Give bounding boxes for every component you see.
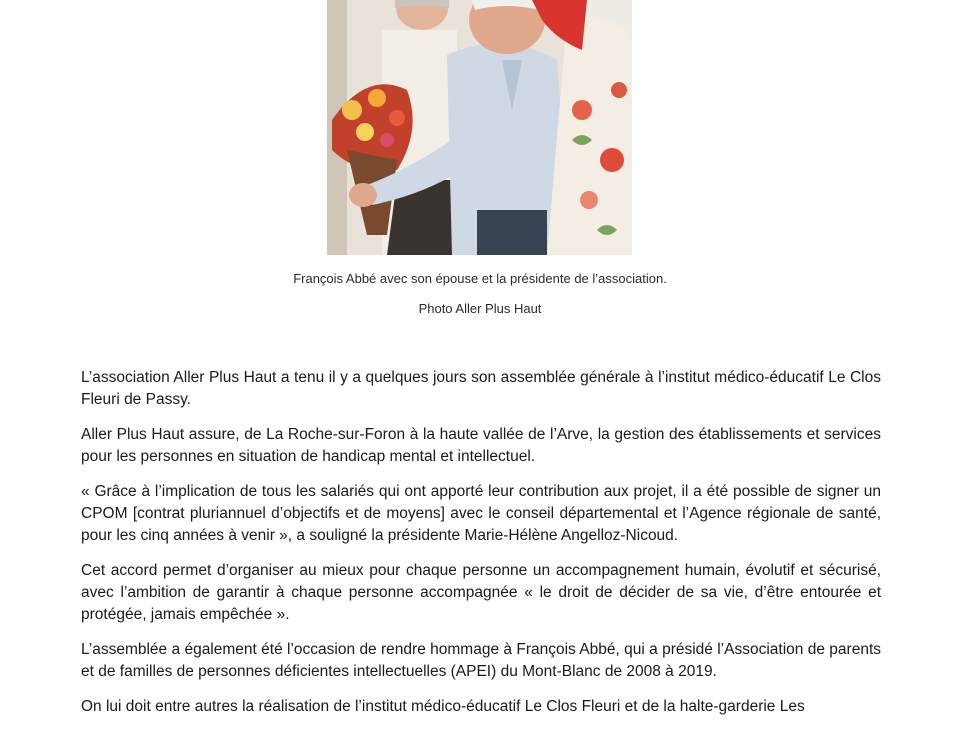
- paragraph-1: L’association Aller Plus Haut a tenu il y a quelques jours son assemblée générale à l’institut médico-éducatif Le Clos Fleuri de Passy.: [81, 369, 881, 408]
- paragraph-2: Aller Plus Haut assure, de La Roche-sur-Foron à la haute vallée de l’Arve, la gestion des établissements et services pour les personnes en situation de handicap mental et intellectuel.: [81, 426, 881, 465]
- paragraph-4: Cet accord permet d’organiser au mieux pour chaque personne un accompagnement humain, évolutif et sécurisé, avec l’ambition de garantir à chaque personne accompagnée « le droit de décider de sa vie, d’être entourée et protégée, jamais empêchée ».: [81, 562, 881, 623]
- paragraph-3: « Grâce à l’implication de tous les salariés qui ont apporté leur contribution aux projet, il a été possible de signer un CPOM [contrat pluriannuel d’objectifs et de moyens] avec le conseil départemental et l’Agence régionale de santé, pour les cinq années à venir », a souligné la présidente Marie-Hélène Angelloz-Nicoud.: [81, 483, 881, 544]
- paragraph-6: On lui doit entre autres la réalisation de l’institut médico-éducatif Le Clos Fleuri et de la halte-garderie Les: [81, 698, 805, 715]
- article-body: [81, 367, 881, 731]
- photo-credit: Photo Aller Plus Haut: [418, 301, 542, 316]
- article-photo: [327, 0, 632, 255]
- photo-caption: François Abbé avec son épouse et la présidente de l’association.: [293, 271, 667, 286]
- paragraph-5: L’assemblée a également été l’occasion de rendre hommage à François Abbé, qui a présidé l’Association de parents et de familles de personnes déficientes intellectuelles (APEI) du Mont-Blanc de 2008 à 2019.: [81, 641, 881, 680]
- photo-illustration: [327, 0, 632, 255]
